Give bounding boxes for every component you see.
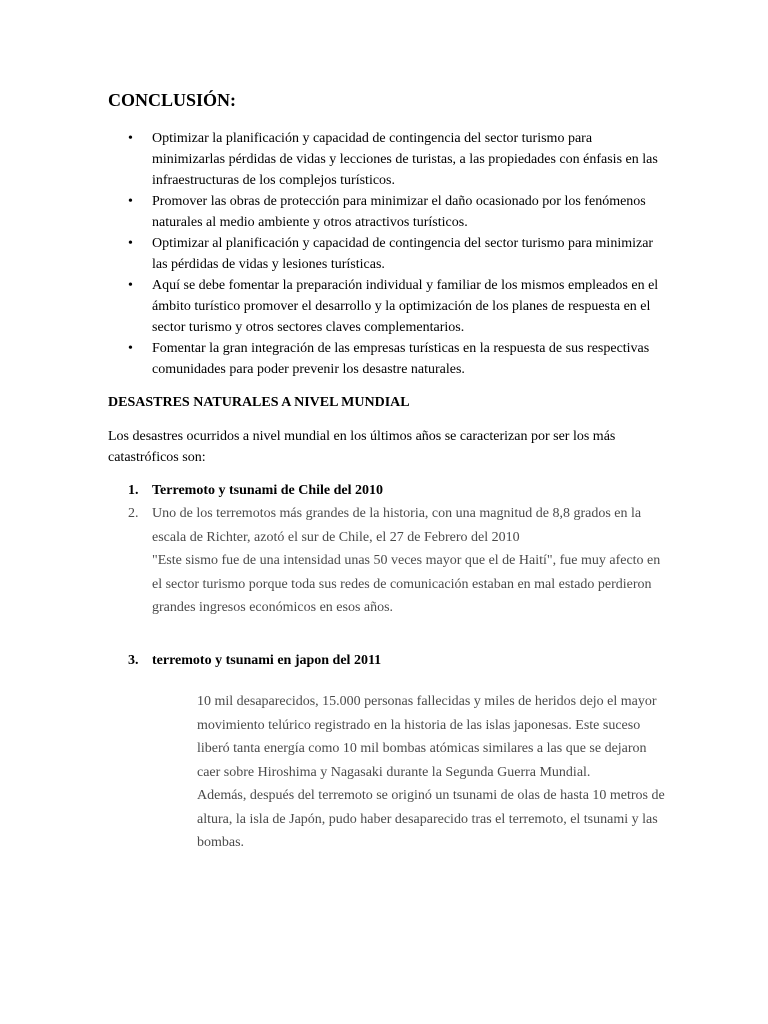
numbered-item-chile-title bbox=[108, 480, 668, 501]
item-number: 3. bbox=[128, 653, 139, 668]
item-heading: terremoto y tsunami en japon del 2011 bbox=[152, 653, 382, 668]
list-item bbox=[108, 128, 668, 191]
item-number: 1. bbox=[128, 483, 139, 498]
bullet-icon: • bbox=[128, 278, 133, 293]
conclusion-bullet-list bbox=[108, 128, 668, 380]
numbered-item-chile-description bbox=[108, 502, 668, 620]
bullet-text: Optimizar al planificación y capacidad de contingencia del sector turismo para minimizar las pérdidas de vidas y lesiones turísticas. bbox=[152, 236, 654, 272]
japan-paragraph: 10 mil desaparecidos, 15.000 personas fallecidas y miles de heridos dejo el mayor movimiento telúrico registrado en la historia de las islas japonesas. Este suceso liberó tanta energía como 10 mil bombas atómicas similares a las que se dejaron caer sobre Hiroshima y Nagasaki durante la Segunda Guerra Mundial. bbox=[197, 694, 657, 780]
list-item bbox=[108, 338, 668, 380]
bullet-text: Aquí se debe fomentar la preparación individual y familiar de los mismos empleados en el ámbito turístico promover el desarrollo y la optimización de los planes de respuesta en el sector turismo y otros sectores claves complementarios. bbox=[152, 278, 659, 335]
item-description-line: "Este sismo fue de una intensidad unas 50 veces mayor que el de Haití", fue muy afecto en el sector turismo porque toda sus redes de comunicación estaban en mal estado perdieron grandes ingresos económicos en esos años. bbox=[152, 553, 661, 615]
japan-description-block bbox=[197, 690, 669, 855]
bullet-icon: • bbox=[128, 131, 133, 146]
bullet-icon: • bbox=[128, 341, 133, 356]
section-heading: DESASTRES NATURALES A NIVEL MUNDIAL bbox=[108, 395, 410, 410]
intro-paragraph: Los desastres ocurridos a nivel mundial en los últimos años se caracterizan por ser los más catastróficos son: bbox=[108, 429, 616, 465]
conclusion-title: CONCLUSIÓN: bbox=[108, 90, 237, 110]
bullet-icon: • bbox=[128, 236, 133, 251]
item-description bbox=[152, 502, 668, 620]
bullet-text: Optimizar la planificación y capacidad de contingencia del sector turismo para minimizarlas pérdidas de vidas y lecciones de turistas, a las propiedades con énfasis en las infraestructuras de los complejos turísticos. bbox=[152, 131, 658, 188]
list-item bbox=[108, 191, 668, 233]
japan-paragraph: Además, después del terremoto se originó un tsunami de olas de hasta 10 metros de altura, la isla de Japón, pudo haber desaparecido tras el terremoto, el tsunami y las bombas. bbox=[197, 788, 665, 850]
list-item bbox=[108, 233, 668, 275]
item-number: 2. bbox=[128, 506, 139, 521]
list-item bbox=[108, 275, 668, 338]
item-heading: Terremoto y tsunami de Chile del 2010 bbox=[152, 483, 383, 498]
bullet-text: Fomentar la gran integración de las empresas turísticas en la respuesta de sus respectivas comunidades para poder prevenir los desastre naturales. bbox=[152, 341, 650, 377]
item-description-line: Uno de los terremotos más grandes de la historia, con una magnitud de 8,8 grados en la escala de Richter, azotó el sur de Chile, el 27 de Febrero del 2010 bbox=[152, 506, 642, 545]
bullet-text: Promover las obras de protección para minimizar el daño ocasionado por los fenómenos naturales al medio ambiente y otros atractivos turísticos. bbox=[152, 194, 646, 230]
numbered-item-japan-title bbox=[108, 650, 668, 671]
bullet-icon: • bbox=[128, 194, 133, 209]
